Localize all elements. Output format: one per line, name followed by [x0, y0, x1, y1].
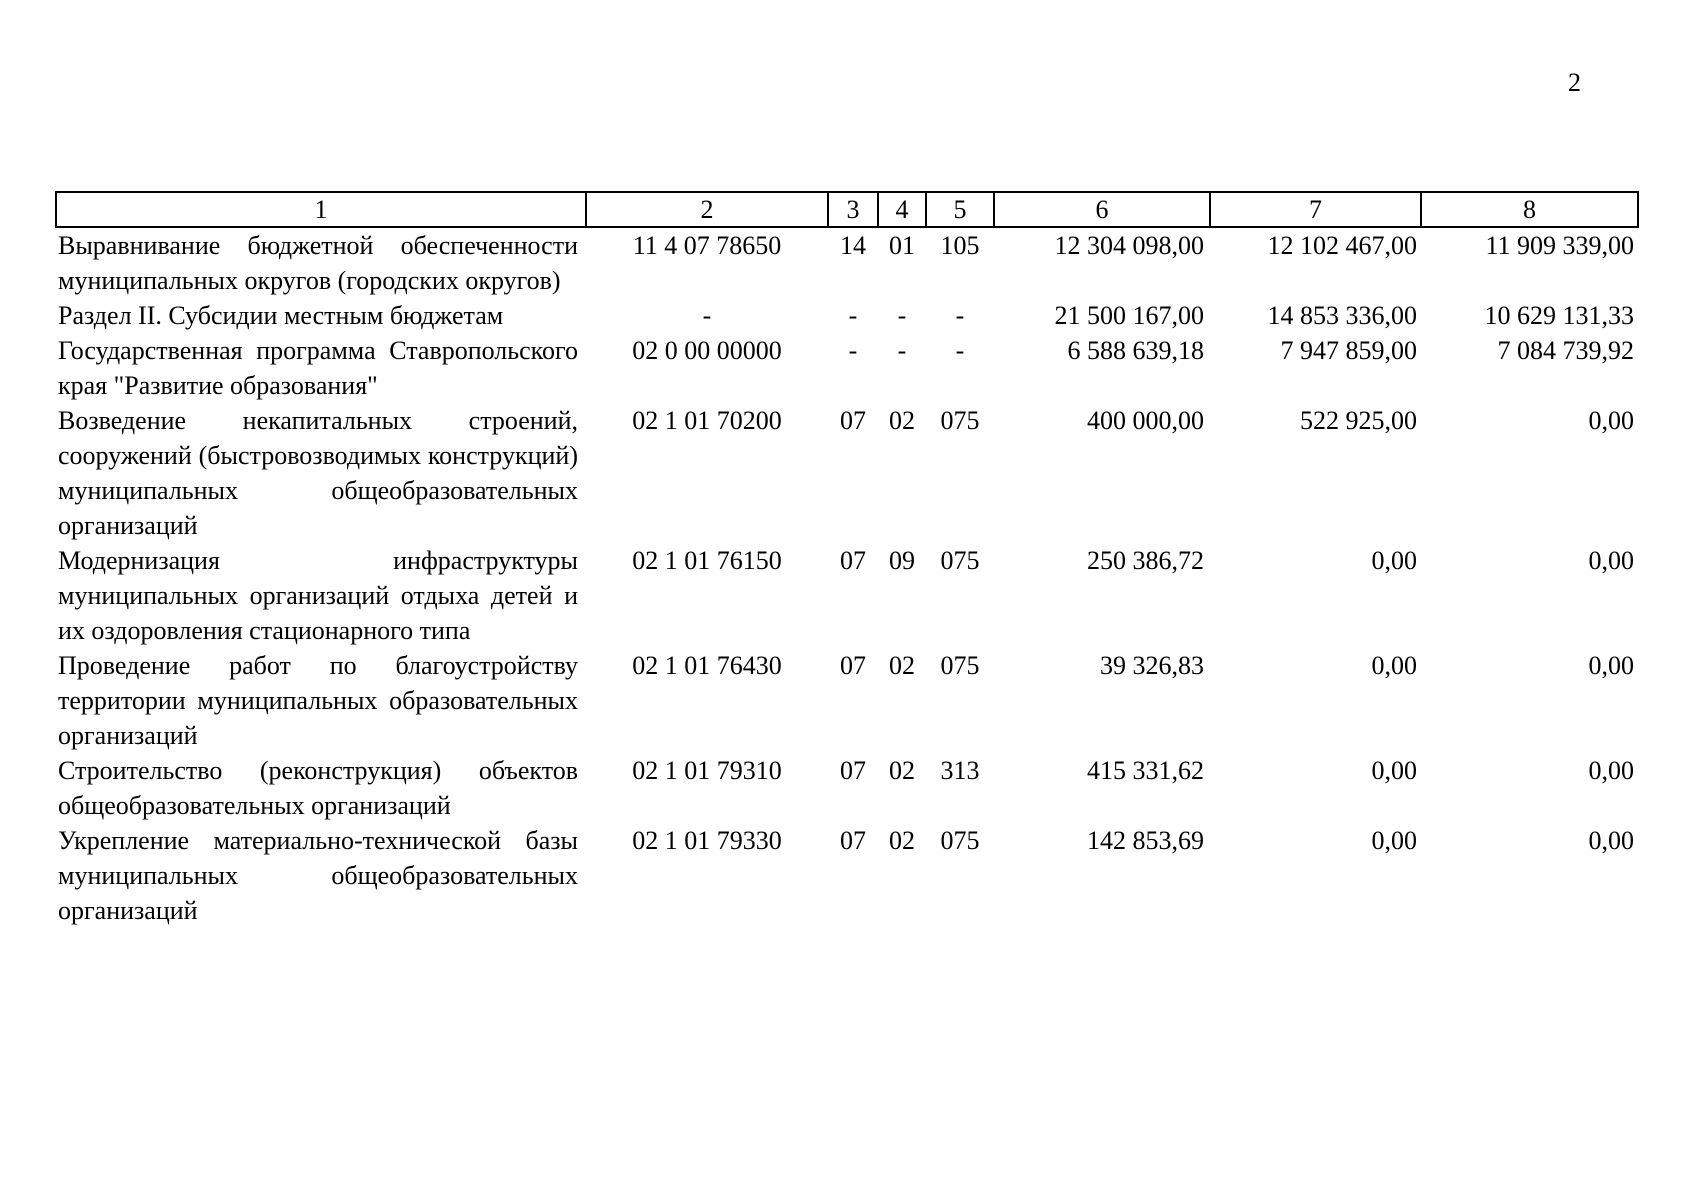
row-admin-code: 075: [940, 826, 980, 855]
row-target-code: 02 1 01 76150: [632, 546, 782, 575]
row-admin-code: 105: [940, 231, 980, 260]
row-name: Модернизация инфраструктуры муниципальных организаций отдыха детей и их оздоровления стационарного типа: [58, 546, 578, 645]
column-header-7: 7: [1210, 192, 1421, 227]
row-subsection-code: 09: [889, 546, 915, 575]
row-subsection-code: 02: [889, 826, 915, 855]
row-amount-col8: 0,00: [1588, 826, 1634, 855]
header-row: [56, 192, 1638, 227]
row-amount-col8: 11 909 339,00: [1485, 231, 1634, 260]
row-subsection-code: 02: [889, 651, 915, 680]
row-name: Проведение работ по благоустройству территории муниципальных образовательных организаций: [58, 651, 578, 750]
table-header: [56, 192, 1638, 227]
row-subsection-code: 02: [889, 406, 915, 435]
row-subsection-code: 02: [889, 756, 915, 785]
budget-table: [55, 191, 1639, 928]
row-amount-col6: 250 386,72: [1087, 546, 1204, 575]
row-admin-code: 075: [940, 546, 980, 575]
row-subsection-code: -: [897, 301, 907, 330]
row-subsection-code: 01: [889, 231, 915, 260]
row-amount-col6: 12 304 098,00: [1054, 231, 1204, 260]
row-section-code: 07: [840, 756, 866, 785]
row-amount-col8: 0,00: [1588, 546, 1634, 575]
row-amount-col7: 0,00: [1371, 826, 1417, 855]
page-number: 2: [1568, 68, 1581, 97]
table-row: [56, 648, 1638, 753]
table-row: [56, 543, 1638, 648]
row-section-code: 14: [840, 231, 866, 260]
row-name: Раздел II. Субсидии местным бюджетам: [58, 301, 504, 330]
column-header-3: 3: [828, 192, 878, 227]
row-admin-code: -: [955, 301, 965, 330]
row-name: Укрепление материально-технической базы муниципальных общеобразовательных организаций: [58, 826, 578, 925]
row-name: Возведение некапитальных строений, сооружений (быстровозводимых конструкций) муниципальных общеобразовательных организаций: [58, 406, 578, 540]
row-section-code: -: [848, 301, 858, 330]
table-row: [56, 403, 1638, 543]
row-admin-code: 075: [940, 406, 980, 435]
row-amount-col7: 522 925,00: [1300, 406, 1417, 435]
row-amount-col8: 10 629 131,33: [1484, 301, 1634, 330]
row-section-code: 07: [840, 651, 866, 680]
row-target-code: 11 4 07 78650: [632, 231, 782, 260]
row-subsection-code: -: [897, 336, 907, 365]
row-amount-col6: 6 588 639,18: [1067, 336, 1204, 365]
row-amount-col7: 7 947 859,00: [1280, 336, 1417, 365]
column-header-6: 6: [994, 192, 1210, 227]
row-amount-col8: 7 084 739,92: [1497, 336, 1634, 365]
column-header-1: 1: [56, 192, 586, 227]
row-amount-col8: 0,00: [1588, 651, 1634, 680]
row-name: Государственная программа Ставропольского края "Развитие образования": [58, 336, 578, 400]
row-target-code: 02 1 01 70200: [632, 406, 782, 435]
row-target-code: 02 1 01 79330: [632, 826, 782, 855]
table-row: [56, 823, 1638, 928]
row-admin-code: -: [955, 336, 965, 365]
table-row: [56, 227, 1638, 298]
column-header-4: 4: [878, 192, 926, 227]
row-section-code: -: [848, 336, 858, 365]
column-header-5: 5: [926, 192, 994, 227]
row-admin-code: 075: [940, 651, 980, 680]
table-row: [56, 298, 1638, 333]
row-target-code: 02 1 01 79310: [632, 756, 782, 785]
row-amount-col6: 400 000,00: [1087, 406, 1204, 435]
row-amount-col7: 0,00: [1371, 756, 1417, 785]
table-row: [56, 333, 1638, 403]
row-target-code: -: [702, 301, 712, 330]
row-name: Строительство (реконструкция) объектов общеобразовательных организаций: [58, 756, 578, 820]
row-amount-col6: 21 500 167,00: [1054, 301, 1204, 330]
row-section-code: 07: [840, 826, 866, 855]
row-section-code: 07: [840, 406, 866, 435]
row-amount-col7: 0,00: [1371, 651, 1417, 680]
row-amount-col7: 12 102 467,00: [1267, 231, 1417, 260]
row-amount-col8: 0,00: [1588, 756, 1634, 785]
row-name: Выравнивание бюджетной обеспеченности муниципальных округов (городских округов): [58, 231, 578, 295]
row-amount-col8: 0,00: [1588, 406, 1634, 435]
table-row: [56, 753, 1638, 823]
row-amount-col6: 39 326,83: [1100, 651, 1204, 680]
table-body: [56, 227, 1638, 928]
row-amount-col7: 14 853 336,00: [1267, 301, 1417, 330]
row-admin-code: 313: [940, 756, 980, 785]
row-amount-col6: 415 331,62: [1087, 756, 1204, 785]
row-target-code: 02 0 00 00000: [632, 336, 782, 365]
row-amount-col6: 142 853,69: [1087, 826, 1204, 855]
column-header-8: 8: [1421, 192, 1638, 227]
row-section-code: 07: [840, 546, 866, 575]
row-target-code: 02 1 01 76430: [632, 651, 782, 680]
column-header-2: 2: [586, 192, 828, 227]
row-amount-col7: 0,00: [1371, 546, 1417, 575]
